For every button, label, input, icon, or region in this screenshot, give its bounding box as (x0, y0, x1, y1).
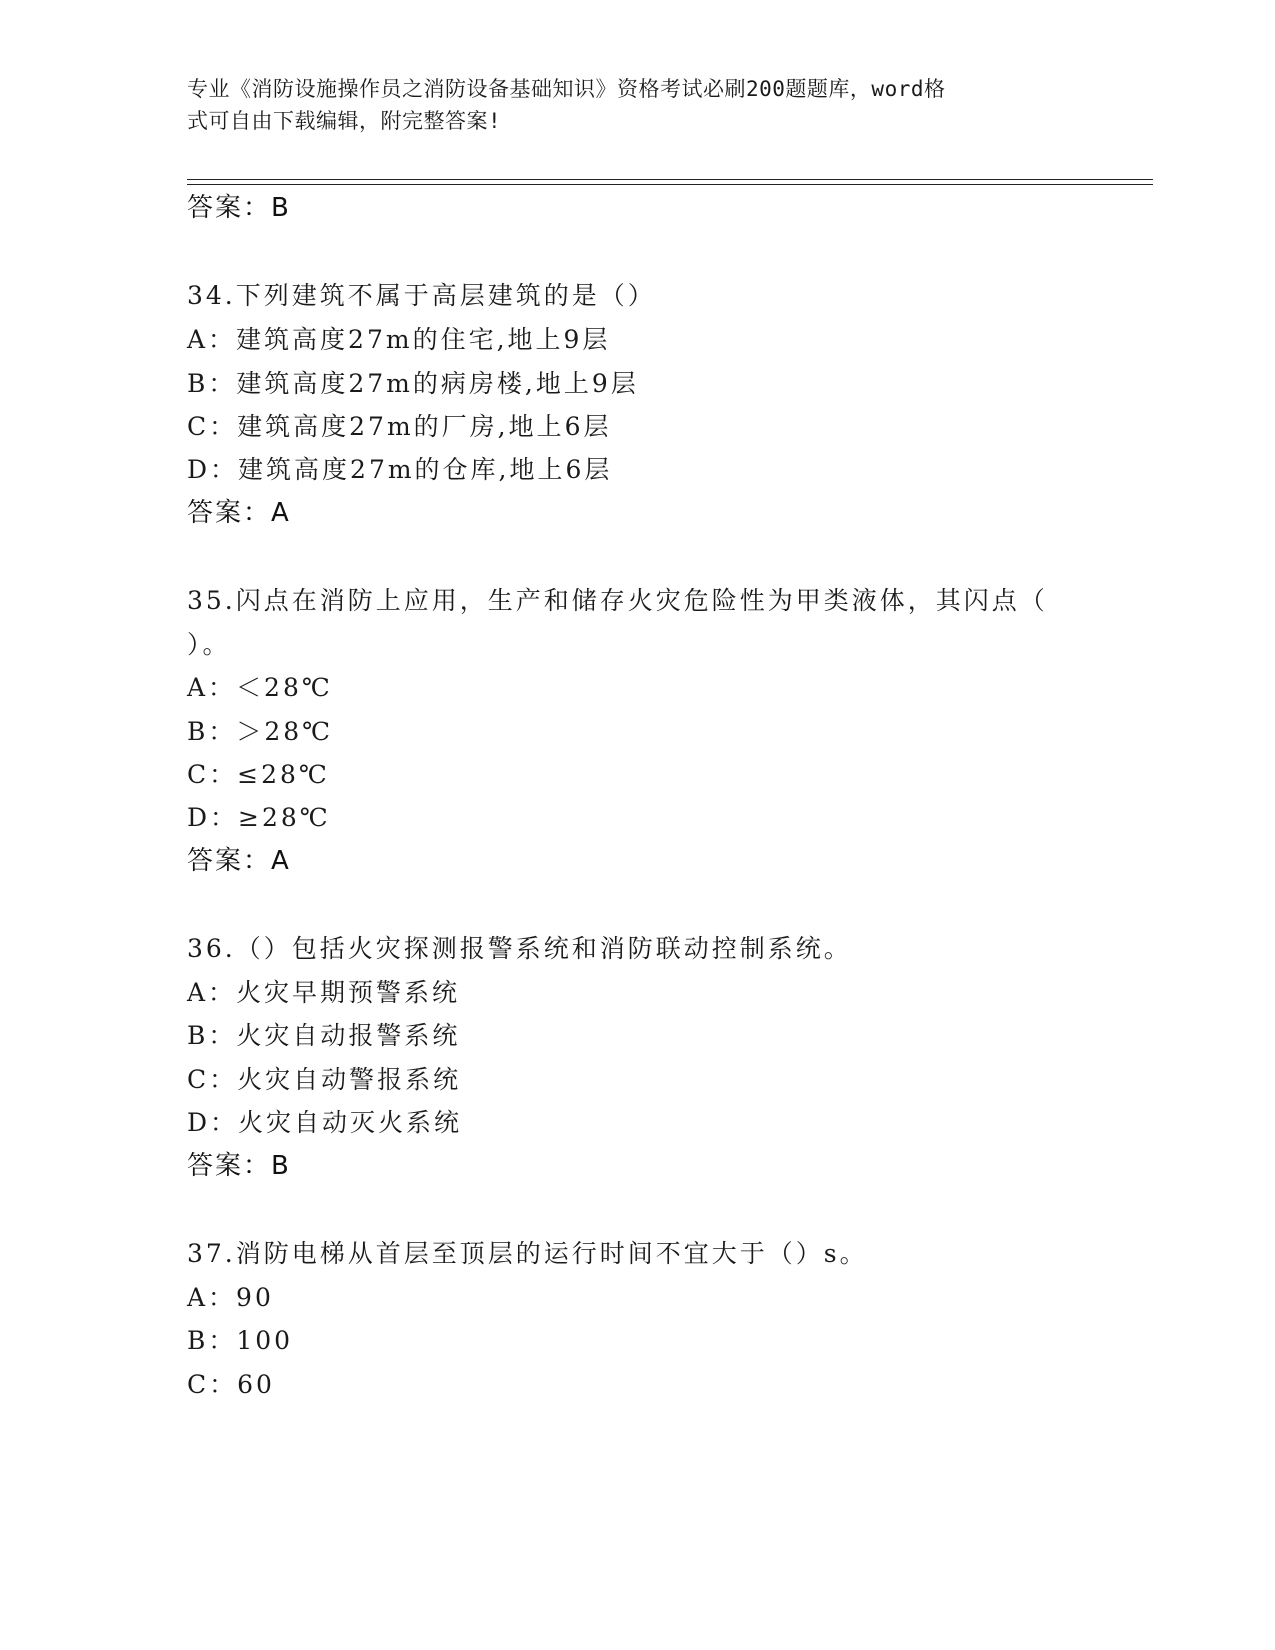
question-35-stem-line-2: ）。 (187, 630, 231, 659)
question-37-stem: 37.消防电梯从首层至顶层的运行时间不宜大于（）s。 (187, 1239, 868, 1268)
question-36-option-c: C：火灾自动警报系统 (187, 1065, 462, 1094)
question-36-option-b: B：火灾自动报警系统 (187, 1021, 461, 1050)
header-line-2: 式可自由下载编辑，附完整答案! (187, 109, 502, 133)
question-36-option-d: D：火灾自动灭火系统 (187, 1108, 463, 1137)
question-36-answer: 答案：B (187, 1151, 291, 1181)
question-34-option-b: B：建筑高度27m的病房楼,地上9层 (187, 369, 639, 398)
question-36-stem: 36.（）包括火灾探测报警系统和消防联动控制系统。 (187, 934, 852, 963)
question-35-stem-line-1: 35.闪点在消防上应用，生产和储存火灾危险性为甲类液体，其闪点（ (187, 586, 1048, 615)
question-35-option-a: A：＜28℃ (187, 673, 333, 702)
question-34-stem: 34.下列建筑不属于高层建筑的是（） (187, 281, 656, 310)
answer-prev: 答案：B (187, 193, 291, 223)
question-34-answer: 答案：A (187, 498, 291, 528)
header-divider-bottom (187, 184, 1153, 185)
question-36-option-a: A：火灾早期预警系统 (187, 978, 461, 1007)
question-37-option-c: C：60 (187, 1370, 275, 1399)
question-35-option-d: D：≥28℃ (187, 803, 331, 832)
question-37-option-a: A：90 (187, 1283, 274, 1312)
question-34-option-c: C：建筑高度27m的厂房,地上6层 (187, 412, 612, 441)
question-34-option-d: D：建筑高度27m的仓库,地上6层 (187, 455, 613, 484)
header-line-1: 专业《消防设施操作员之消防设备基础知识》资格考试必刷200题题库，word格 (187, 77, 946, 101)
page-header (187, 73, 1067, 137)
question-34-option-a: A：建筑高度27m的住宅,地上9层 (187, 325, 611, 354)
header-divider-top (187, 179, 1153, 180)
question-37-option-b: B：100 (187, 1326, 294, 1355)
question-35-answer: 答案：A (187, 846, 291, 876)
question-35-option-c: C：≤28℃ (187, 760, 330, 789)
question-35-option-b: B：＞28℃ (187, 717, 334, 746)
